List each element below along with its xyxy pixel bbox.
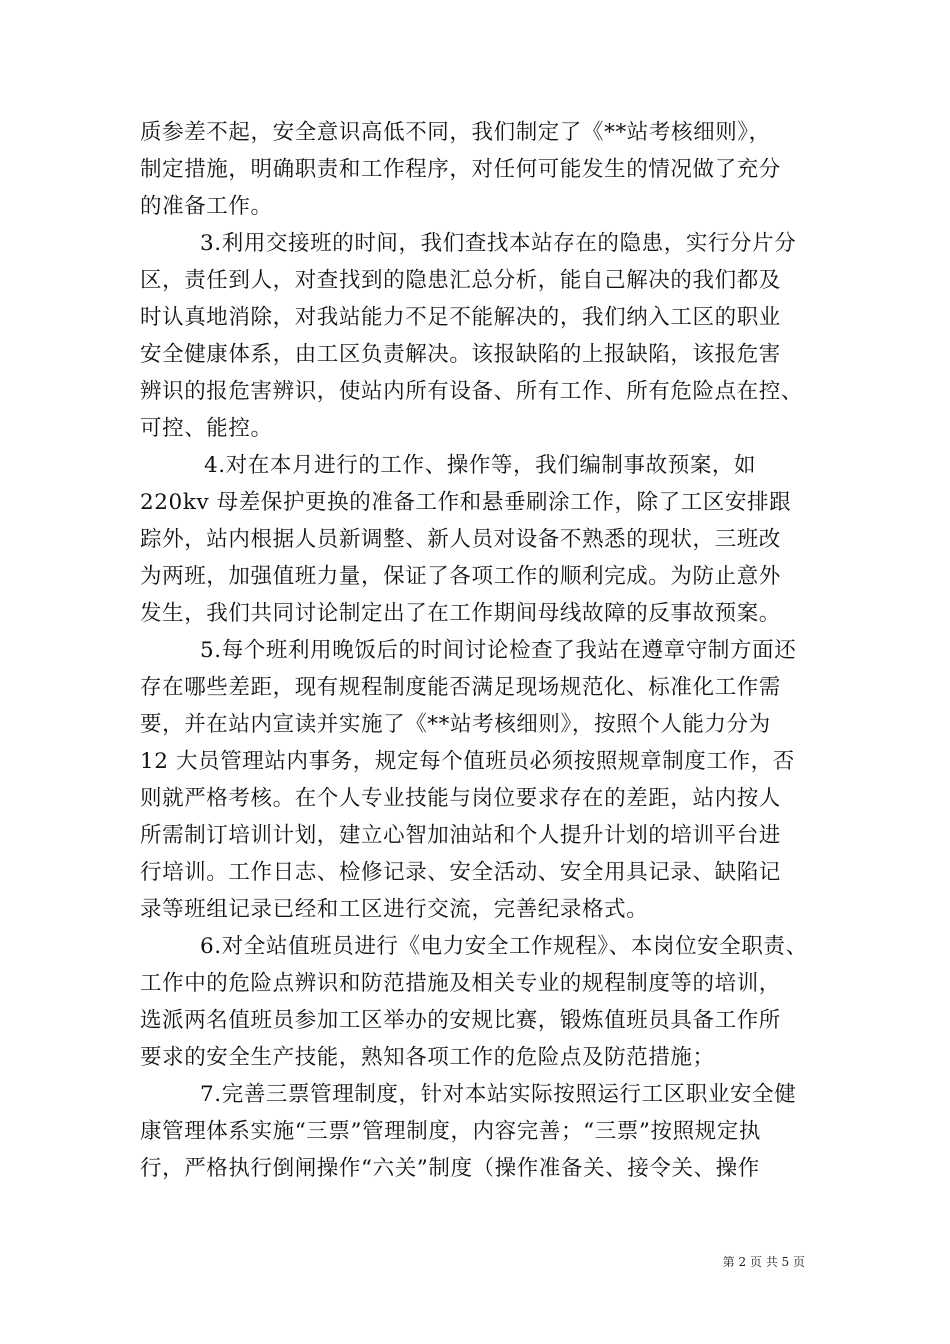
text-line: 则就严格考核。在个人专业技能与岗位要求存在的差距，站内按人 bbox=[140, 786, 781, 811]
text-line: 发生，我们共同讨论制定出了在工作期间母线故障的反事故预案。 bbox=[140, 601, 781, 626]
paragraph-6-start: 6.对全站值班员进行《电力安全工作规程》、本岗位安全职责、 bbox=[200, 934, 808, 959]
text-line: 制定措施，明确职责和工作程序，对任何可能发生的情况做了充分 bbox=[140, 157, 781, 182]
text-line: 220kv 母差保护更换的准备工作和悬垂刷涂工作，除了工区安排跟 bbox=[140, 490, 792, 515]
text-line: 安全健康体系，由工区负责解决。该报缺陷的上报缺陷，该报危害 bbox=[140, 342, 781, 367]
text-line: 可控、能控。 bbox=[140, 416, 273, 441]
text-line: 踪外，站内根据人员新调整、新人员对设备不熟悉的现状，三班改 bbox=[140, 527, 781, 552]
text-line: 辨识的报危害辨识，使站内所有设备、所有工作、所有危险点在控、 bbox=[140, 379, 804, 404]
text-line: 康管理体系实施“三票”管理制度，内容完善；“三票”按照规定执 bbox=[140, 1119, 761, 1144]
document-body bbox=[140, 114, 825, 1187]
paragraph-7-start: 7.完善三票管理制度，针对本站实际按照运行工区职业安全健 bbox=[200, 1082, 797, 1107]
text-line: 为两班，加强值班力量，保证了各项工作的顺利完成。为防止意外 bbox=[140, 564, 781, 589]
text-line: 的准备工作。 bbox=[140, 194, 273, 219]
text-line: 12 大员管理站内事务，规定每个值班员必须按照规章制度工作，否 bbox=[140, 749, 795, 774]
text-line: 时认真地消除，对我站能力不足不能解决的，我们纳入工区的职业 bbox=[140, 305, 781, 330]
text-line: 存在哪些差距，现有规程制度能否满足现场规范化、标准化工作需 bbox=[140, 675, 781, 700]
text-line: 行，严格执行倒闸操作“六关”制度（操作准备关、接令关、操作 bbox=[140, 1156, 760, 1181]
paragraph-4-start: 4.对在本月进行的工作、操作等，我们编制事故预案，如 bbox=[204, 453, 757, 478]
page-number-footer: 第 2 页 共 5 页 bbox=[722, 1255, 805, 1269]
text-line: 区，责任到人，对查找到的隐患汇总分析，能自己解决的我们都及 bbox=[140, 268, 781, 293]
text-line: 工作中的危险点辨识和防范措施及相关专业的规程制度等的培训， bbox=[140, 971, 781, 996]
paragraph-3-start: 3.利用交接班的时间，我们查找本站存在的隐患，实行分片分 bbox=[200, 231, 797, 256]
text-line: 选派两名值班员参加工区举办的安规比赛，锻炼值班员具备工作所 bbox=[140, 1008, 781, 1033]
text-line: 质参差不起，安全意识高低不同，我们制定了《**站考核细则》， bbox=[140, 120, 771, 145]
text-line: 录等班组记录已经和工区进行交流，完善纪录格式。 bbox=[140, 897, 649, 922]
text-line: 行培训。工作日志、检修记录、安全活动、安全用具记录、缺陷记 bbox=[140, 860, 781, 885]
text-line: 要，并在站内宣读并实施了《**站考核细则》，按照个人能力分为 bbox=[140, 712, 771, 737]
text-line: 所需制订培训计划，建立心智加油站和个人提升计划的培训平台进 bbox=[140, 823, 781, 848]
text-line: 要求的安全生产技能，熟知各项工作的危险点及防范措施； bbox=[140, 1045, 715, 1070]
paragraph-5-start: 5.每个班利用晚饭后的时间讨论检查了我站在遵章守制方面还 bbox=[200, 638, 797, 663]
